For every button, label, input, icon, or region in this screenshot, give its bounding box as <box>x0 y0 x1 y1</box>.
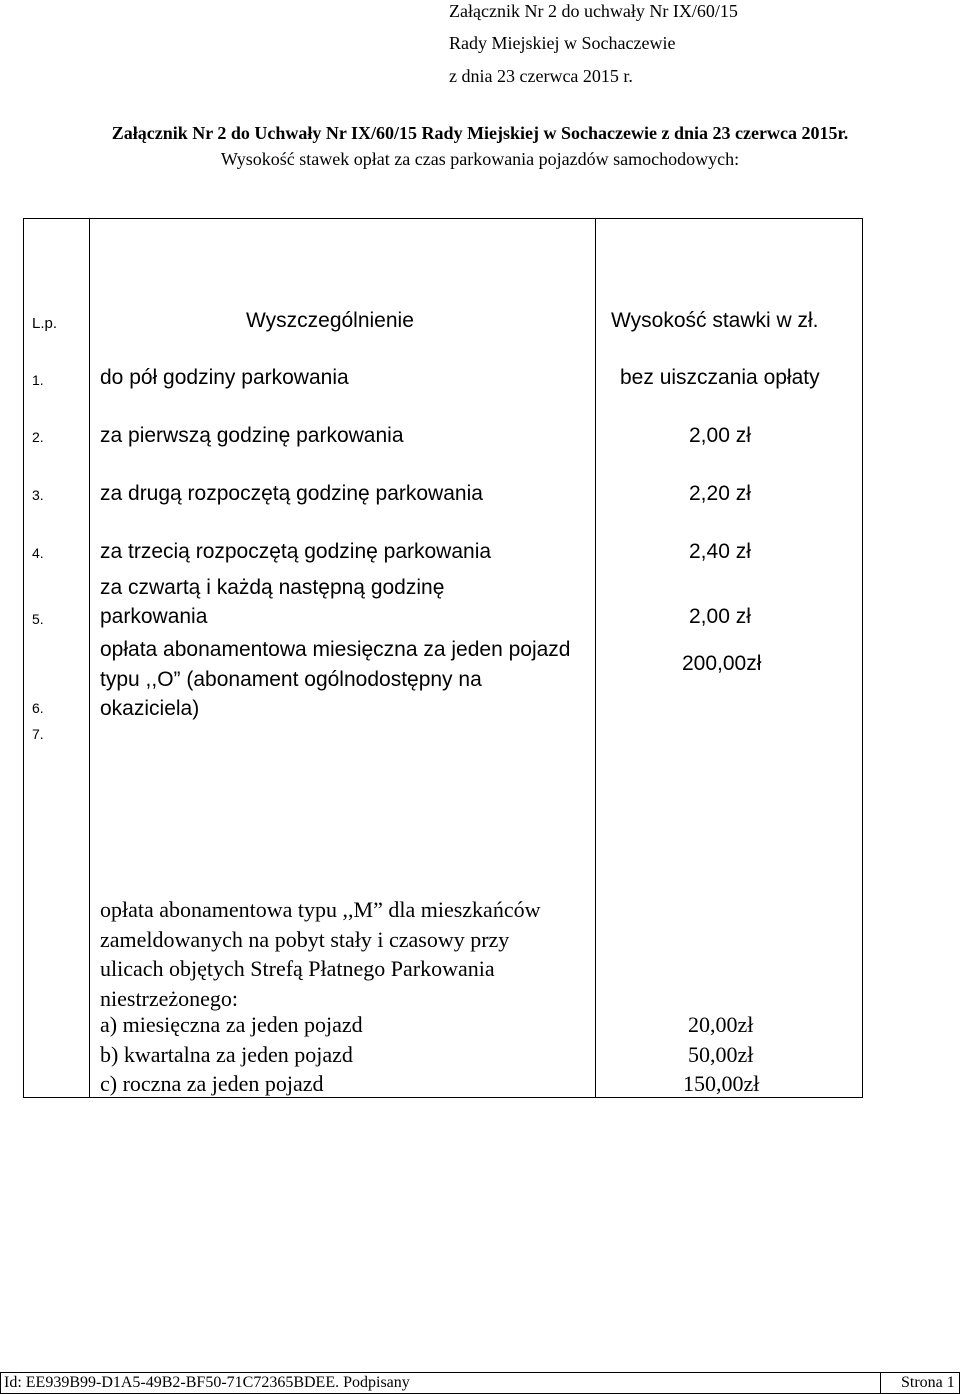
row-rate: 200,00zł <box>682 652 762 675</box>
column-divider-rate <box>595 218 596 1098</box>
row-description: opłata abonamentowa typu ,,M” dla mieszkańców zameldowanych na pobyt stały i czasowy przy ulicach objętych Strefą Płatnego Parkowania niestrzeżonego: <box>100 897 541 1011</box>
option-rate: 20,00zł <box>688 1012 754 1037</box>
document-id: Id: EE939B99-D1A5-49B2-BF50-71C72365BDEE. Podpisany <box>4 1374 410 1391</box>
option-label: b) kwartalna za jeden pojazd <box>100 1042 353 1067</box>
option-rate: 150,00zł <box>683 1071 760 1096</box>
row-number: 7. <box>32 726 44 742</box>
document-title: Załącznik Nr 2 do Uchwały Nr IX/60/15 Rady Miejskiej w Sochaczewie z dnia 23 czerwca 2015r. <box>111 123 849 143</box>
option-label: a) miesięczna za jeden pojazd <box>100 1012 363 1037</box>
row-description: za drugą rozpoczętą godzinę parkowania <box>100 482 483 505</box>
column-header-description: Wyszczególnienie <box>246 309 414 332</box>
row-number: 2. <box>32 429 44 445</box>
row-number: 6. <box>32 700 44 716</box>
column-divider-lp <box>89 218 90 1098</box>
row-description: za pierwszą godzinę parkowania <box>100 424 404 447</box>
footer-divider <box>880 1372 881 1394</box>
column-header-lp: L.p. <box>32 315 58 332</box>
attachment-header-line1: Załącznik Nr 2 do uchwały Nr IX/60/15 <box>449 1 738 21</box>
row-description-continued: parkowania <box>100 605 208 628</box>
row-description: do pół godziny parkowania <box>100 366 349 389</box>
row-number: 5. <box>32 611 44 627</box>
row-rate: 2,00 zł <box>689 605 751 628</box>
option-label: c) roczna za jeden pojazd <box>100 1071 324 1096</box>
page-number: Strona 1 <box>901 1374 955 1391</box>
row-description: za czwartą i każdą następną godzinę <box>100 576 445 599</box>
document-subtitle: Wysokość stawek opłat za czas parkowania pojazdów samochodowych: <box>220 149 740 169</box>
row-rate: 2,00 zł <box>689 424 751 447</box>
row-description: za trzecią rozpoczętą godzinę parkowania <box>100 540 492 563</box>
row-rate: 2,40 zł <box>689 540 751 563</box>
attachment-header-line3: z dnia 23 czerwca 2015 r. <box>449 66 633 86</box>
row-number: 1. <box>32 372 44 388</box>
option-rate: 50,00zł <box>688 1042 754 1067</box>
attachment-header-line2: Rady Miejskiej w Sochaczewie <box>449 33 676 53</box>
row-description: opłata abonamentowa miesięczna za jeden pojazd typu ,,O” (abonament ogólnodostępny na okaziciela) <box>100 638 571 720</box>
column-header-rate: Wysokość stawki w zł. <box>611 309 819 332</box>
row-rate: 2,20 zł <box>689 482 751 505</box>
row-number: 4. <box>32 545 44 561</box>
row-number: 3. <box>32 487 44 503</box>
row-rate: bez uiszczania opłaty <box>620 366 820 389</box>
